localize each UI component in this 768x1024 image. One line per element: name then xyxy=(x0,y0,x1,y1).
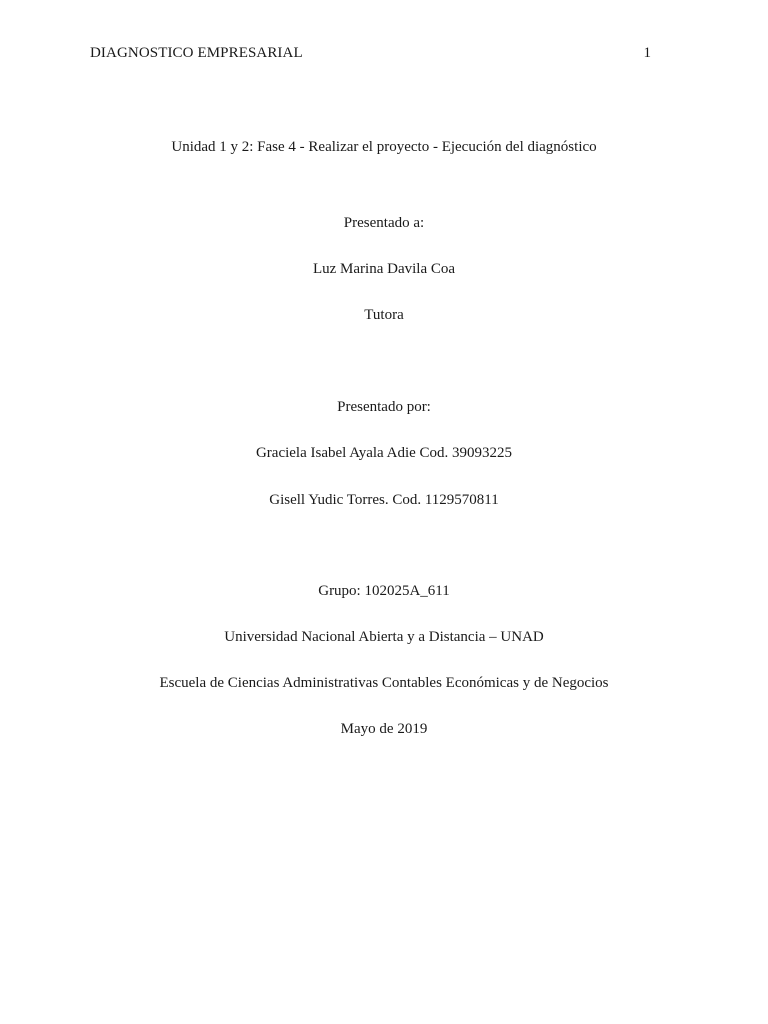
presented-by-label: Presentado por: xyxy=(337,399,431,415)
running-head: DIAGNOSTICO EMPRESARIAL xyxy=(90,45,303,61)
author-2: Gisell Yudic Torres. Cod. 1129570811 xyxy=(269,492,499,508)
tutor-role: Tutora xyxy=(364,307,404,323)
group-code: Grupo: 102025A_611 xyxy=(318,583,450,599)
date: Mayo de 2019 xyxy=(340,721,428,737)
university-name: Universidad Nacional Abierta y a Distancia – UNAD xyxy=(224,629,544,645)
tutor-name: Luz Marina Davila Coa xyxy=(312,261,456,277)
author-1: Graciela Isabel Ayala Adie Cod. 39093225 xyxy=(255,445,513,461)
page-number: 1 xyxy=(643,45,651,61)
presented-to-label: Presentado a: xyxy=(343,215,425,231)
document-title: Unidad 1 y 2: Fase 4 - Realizar el proyecto - Ejecución del diagnóstico xyxy=(171,139,597,155)
school-name: Escuela de Ciencias Administrativas Contables Económicas y de Negocios xyxy=(159,675,609,691)
